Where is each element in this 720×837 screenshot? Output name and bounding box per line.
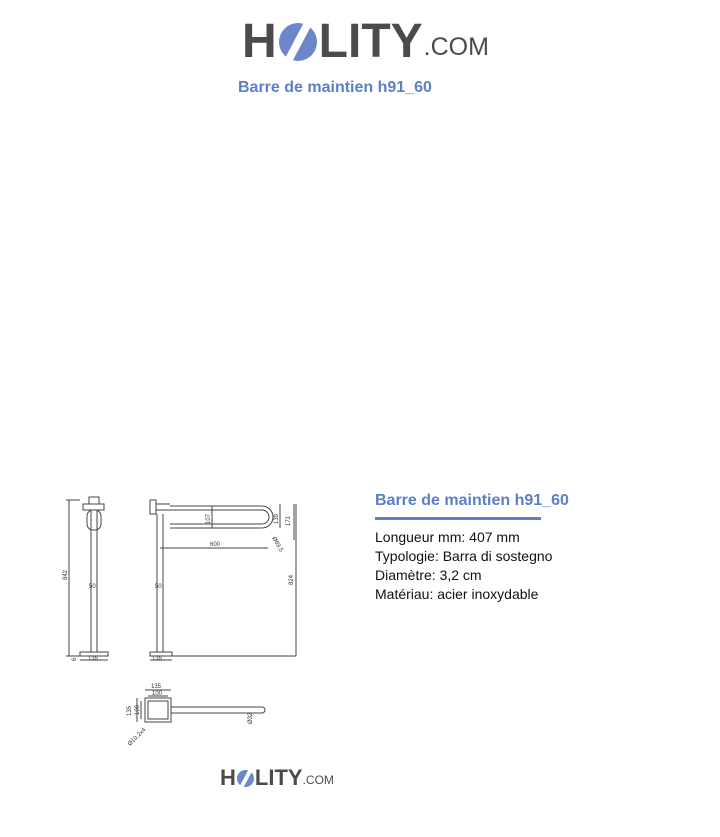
rail-bend-inner: [262, 510, 269, 524]
plan-base-inner: [148, 701, 168, 719]
dim-pole: 50: [89, 584, 96, 590]
dim-plan-100: 100: [152, 691, 163, 697]
logo-letter-h: H: [242, 15, 277, 68]
dim-side-pole: 50: [155, 584, 162, 590]
rail-bend-outer: [262, 506, 273, 528]
spec-list: [375, 528, 552, 604]
dim-six: 6: [72, 657, 78, 661]
title-underline: [375, 517, 541, 520]
spec-diameter-label: Diamètre: [375, 567, 432, 583]
side-wall-plate: [150, 500, 156, 514]
logo-bottom-o-icon: [237, 770, 254, 787]
front-top-bracket: [89, 497, 99, 504]
dim-plan-135v: 135: [127, 705, 133, 716]
front-top-plate: [83, 504, 104, 510]
spec-type-value: Barra di sostegno: [442, 548, 553, 564]
dim-height-total: 842: [63, 569, 69, 580]
dim-base: 135: [88, 656, 99, 662]
spec-material: Matériau: acier inoxydable: [375, 586, 539, 602]
spec-diameter: Diamètre: 3,2 cm: [375, 567, 482, 583]
dim-side-height: 824: [289, 574, 295, 585]
spec-length: Longueur mm: 407 mm: [375, 529, 520, 545]
logo-bottom-letter-h: H: [220, 765, 236, 790]
spec-type-label: Typologie: [375, 548, 435, 564]
dim-plan-100v: 100: [135, 704, 141, 715]
spec-diameter-value: 3,2 cm: [439, 567, 482, 583]
product-title: Barre de maintien h91_60: [375, 492, 569, 509]
dim-arm-inner: 107: [206, 513, 212, 524]
spec-length-value: 407 mm: [469, 529, 520, 545]
dim-bolt: Ø10,2x4: [127, 727, 148, 748]
spec-material-label: Matériau: [375, 586, 430, 602]
holity-logo-bottom[interactable]: [220, 765, 334, 789]
dim-arm-length: 600: [210, 542, 221, 548]
spec-material-value: acier inoxydable: [437, 586, 539, 602]
dim-top-gap: 139: [274, 513, 280, 524]
page-title: Barre de maintien h91_60: [238, 79, 432, 96]
dim-tube: Ø69,5: [270, 536, 284, 554]
front-view: [66, 497, 108, 660]
plan-base-outer: [145, 698, 171, 722]
logo-letters: LITY: [318, 15, 423, 68]
logo-suffix: .COM: [423, 33, 489, 61]
dim-plan-135: 135: [151, 684, 162, 690]
logo-bottom-letters: LITY: [254, 765, 303, 790]
spec-type: Typologie: Barra di sostegno: [375, 548, 553, 564]
dim-top-total: 171: [286, 515, 292, 526]
logo-bottom-suffix: .COM: [302, 773, 334, 787]
plan-rail-end: [262, 707, 265, 713]
spec-length-label: Longueur mm: [375, 529, 462, 545]
dim-side-base-text: 135: [152, 656, 163, 662]
front-handle: [87, 510, 101, 530]
dim-tube-d: Ø32: [248, 712, 254, 724]
